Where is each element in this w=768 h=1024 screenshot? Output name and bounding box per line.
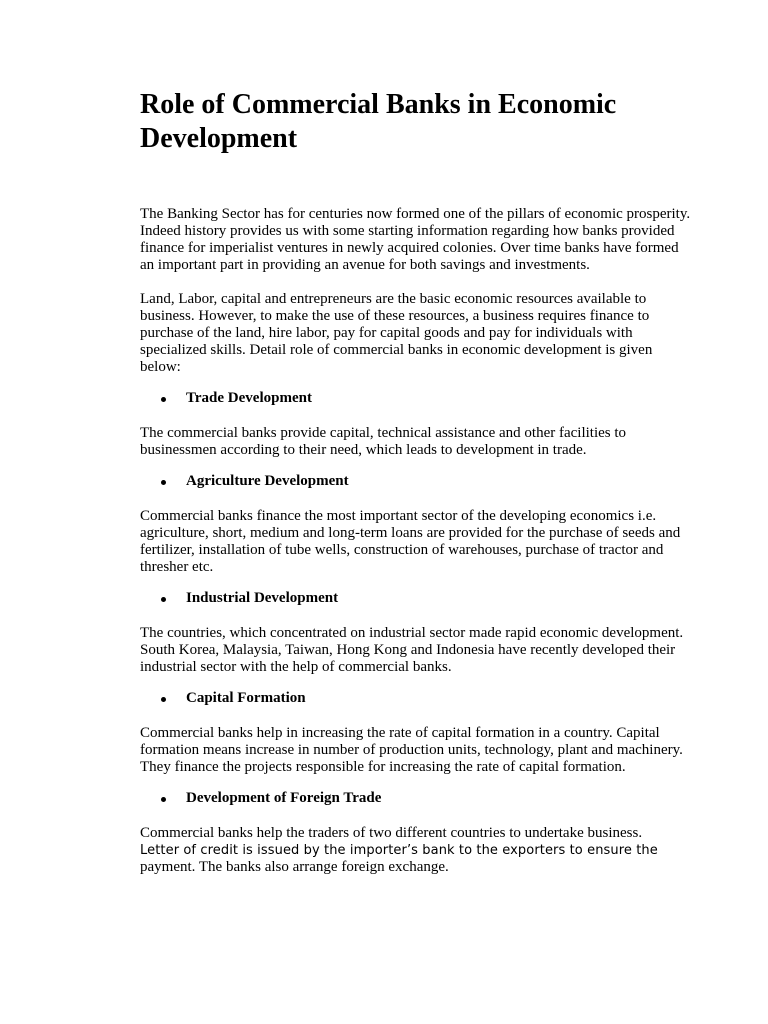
section-heading-capital-formation — [140, 690, 695, 707]
section-heading-trade-development — [140, 390, 695, 407]
paragraph-line: payment. The banks also arrange foreign exchange. — [140, 859, 449, 875]
page-title: Role of Commercial Banks in Economic Development — [140, 89, 617, 154]
paragraph-line: Commercial banks help the traders of two different countries to undertake business. — [140, 825, 643, 841]
section-heading-development-of-foreign-trade — [140, 790, 695, 807]
section-paragraph-capital-formation: Commercial banks help in increasing the rate of capital formation in a country. Capital formation means increase in number of production units, technology, plant and machinery. They finance the projects responsible for increasing the rate of capital formation. — [140, 725, 683, 775]
section-heading-label: Trade Development — [186, 390, 312, 406]
section-paragraph-agriculture-development: Commercial banks finance the most important sector of the developing economics i.e. agriculture, short, medium and long-term loans are provided for the purchase of seeds and fertilizer, installation of tube wells, construction of warehouses, purchase of tractor and thresher etc. — [140, 508, 681, 575]
intro-paragraph-2: Land, Labor, capital and entrepreneurs are the basic economic resources available to business. However, to make the use of these resources, a business requires finance to purchase of the land, hire labor, pay for capital goods and pay for individuals with specialized skills. Detail role of commercial banks in economic development is given below: — [140, 291, 653, 375]
bullet-icon — [161, 597, 166, 602]
section-heading-agriculture-development — [140, 473, 695, 490]
section-heading-industrial-development — [140, 590, 695, 607]
document-body — [140, 206, 695, 876]
bullet-icon — [161, 397, 166, 402]
bullet-icon — [161, 697, 166, 702]
section-heading-label: Industrial Development — [186, 590, 339, 606]
bullet-icon — [161, 797, 166, 802]
section-paragraph-industrial-development: The countries, which concentrated on industrial sector made rapid economic development. South Korea, Malaysia, Taiwan, Hong Kong and Indonesia have recently developed their industrial sector with the help of commercial banks. — [140, 625, 684, 675]
section-heading-label: Agriculture Development — [186, 473, 349, 489]
section-heading-label: Capital Formation — [186, 690, 306, 706]
bullet-icon — [161, 480, 166, 485]
section-paragraph-development-of-foreign-trade — [140, 825, 695, 876]
section-heading-label: Development of Foreign Trade — [186, 790, 382, 806]
section-paragraph-trade-development: The commercial banks provide capital, technical assistance and other facilities to businessmen according to their need, which leads to development in trade. — [140, 425, 627, 458]
paragraph-line: Letter of credit is issued by the importer’s bank to the exporters to ensure the — [140, 843, 658, 858]
intro-paragraph-1: The Banking Sector has for centuries now formed one of the pillars of economic prosperity. Indeed history provides us with some starting information regarding how banks provided finance for imperialist ventures in newly acquired colonies. Over time banks have formed an important part in providing an avenue for both savings and investments. — [140, 206, 691, 273]
